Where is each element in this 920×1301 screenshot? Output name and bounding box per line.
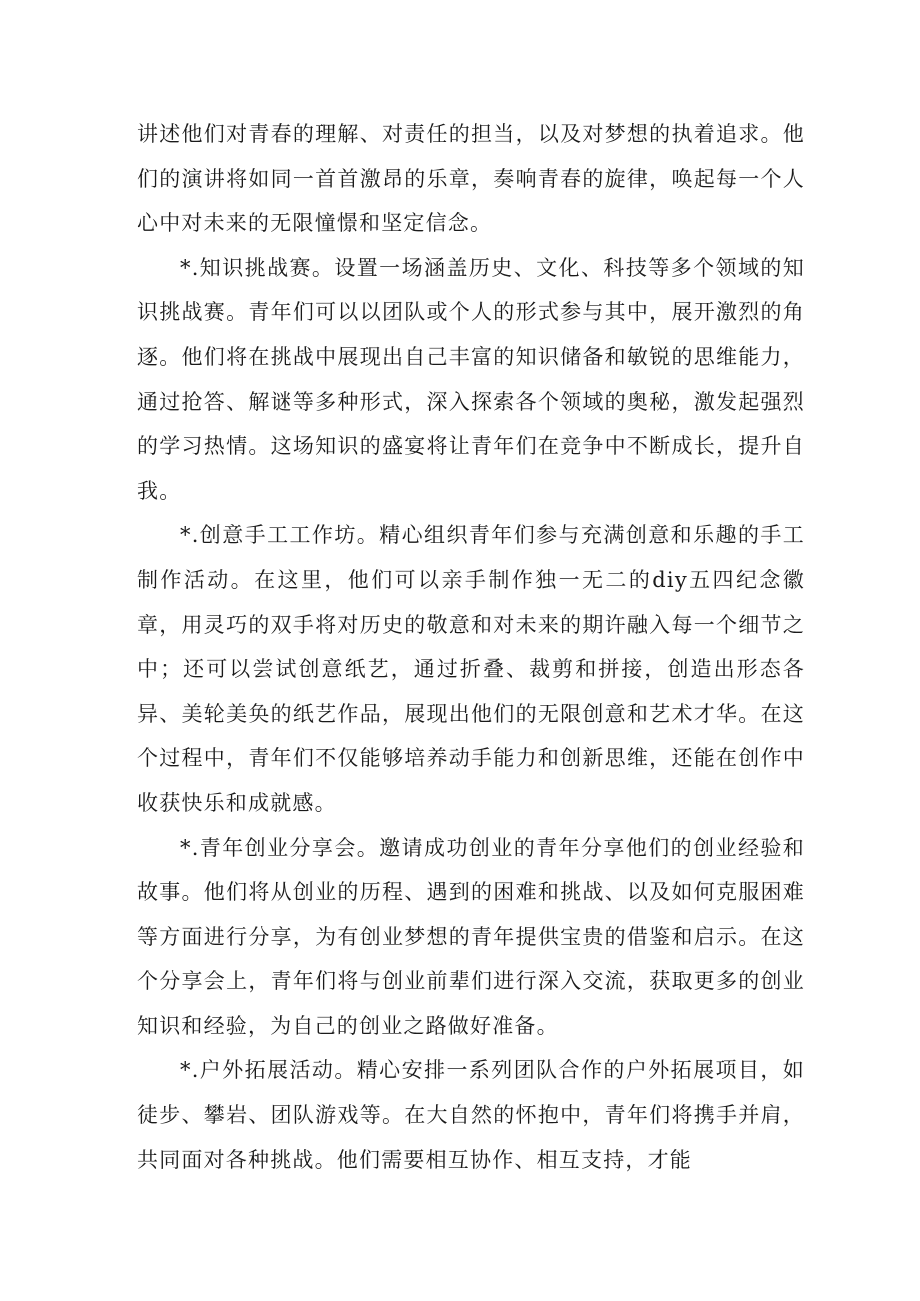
document-body (137, 112, 805, 1182)
paragraph-intro-continuation: 讲述他们对青春的理解、对责任的担当，以及对梦想的执着追求。他们的演讲将如同一首首激昂的乐章，奏响青春的旋律，唤起每一个人心中对未来的无限憧憬和坚定信念。 (137, 122, 805, 236)
paragraph-outdoor-activity: *.户外拓展活动。精心安排一系列团队合作的户外拓展项目，如徒步、攀岩、团队游戏等。在大自然的怀抱中，青年们将携手并肩，共同面对各种挑战。他们需要相互协作、相互支持，才能 (137, 1058, 805, 1172)
paragraph-creative-workshop: *.创意手工工作坊。精心组织青年们参与充满创意和乐趣的手工制作活动。在这里，他们可以亲手制作独一无二的diy五四纪念徽章，用灵巧的双手将对历史的敬意和对未来的期许融入每一个细节之中；还可以尝试创意纸艺，通过折叠、裁剪和拼接，创造出形态各异、美轮美奂的纸艺作品，展现出他们的无限创意和艺术才华。在这个过程中，青年们不仅能够培养动手能力和创新思维，还能在创作中收获快乐和成就感。 (137, 523, 805, 815)
paragraph-knowledge-challenge: *.知识挑战赛。设置一场涵盖历史、文化、科技等多个领域的知识挑战赛。青年们可以以团队或个人的形式参与其中，展开激烈的角逐。他们将在挑战中展现出自己丰富的知识储备和敏锐的思维能力，通过抢答、解谜等多种形式，深入探索各个领域的奥秘，激发起强烈的学习热情。这场知识的盛宴将让青年们在竞争中不断成长，提升自我。 (137, 255, 805, 503)
paragraph-startup-sharing: *.青年创业分享会。邀请成功创业的青年分享他们的创业经验和故事。他们将从创业的历程、遇到的困难和挑战、以及如何克服困难等方面进行分享，为有创业梦想的青年提供宝贵的借鉴和启示。在这个分享会上，青年们将与创业前辈们进行深入交流，获取更多的创业知识和经验，为自己的创业之路做好准备。 (137, 835, 805, 1038)
